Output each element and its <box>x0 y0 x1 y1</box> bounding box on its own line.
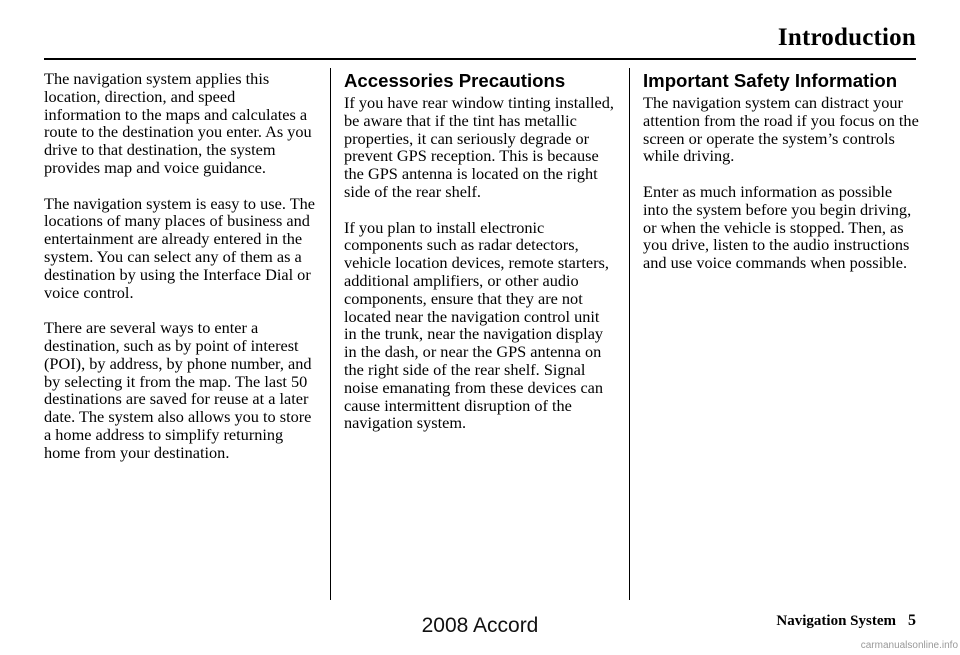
section-heading-safety: Important Safety Information <box>643 70 898 91</box>
paragraph: The navigation system is easy to use. The locations of many places of business and entertainment are already entered in the system. You can select any of them as a destination by using the Interface Dial or voice control. <box>44 193 316 302</box>
section-heading-accessories: Accessories Precautions <box>344 70 566 91</box>
paragraph: The navigation system applies this location, direction, and speed information to the maps and calculates a route to the destination you enter. As you drive to that destination, the system provides map and voice guidance. <box>44 69 312 177</box>
model-label: 2008 Accord <box>421 614 539 637</box>
accessories-column <box>344 70 616 450</box>
safety-column <box>643 70 919 290</box>
footer-section-title: Navigation System <box>776 613 896 629</box>
page-title: Introduction <box>777 24 916 51</box>
intro-column <box>44 70 316 479</box>
paragraph: If you plan to install electronic components such as radar detectors, vehicle location devices, remote starters, additional amplifiers, or other audio components, ensure that they are not located near the navigation control unit in the trunk, near the navigation display in the dash, or near the GPS antenna on the right side of the rear shelf. Signal noise emanating from these devices can cause intermittent disruption of the navigation system. <box>344 217 609 433</box>
column-divider <box>629 68 630 600</box>
paragraph: If you have rear window tinting installed, be aware that if the tint has metallic properties, it can seriously degrade or prevent GPS reception. This is because the GPS antenna is located on the right side of the rear shelf. <box>344 93 614 201</box>
paragraph: Enter as much information as possible into the system before you begin driving, or when the vehicle is stopped. Then, as you drive, listen to the audio instructions and use voice commands when possible. <box>643 181 912 273</box>
page-number: 5 <box>908 612 916 629</box>
header-rule <box>44 58 916 60</box>
paragraph: There are several ways to enter a destination, such as by point of interest (POI), by address, by phone number, and by selecting it from the map. The last 50 destinations are saved for reuse at a later date. The system also allows you to store a home address to simplify returning home from your destination. <box>44 318 312 462</box>
watermark: carmanualsonline.info <box>860 640 958 651</box>
paragraph: The navigation system can distract your attention from the road if you focus on the screen or operate the system’s controls while driving. <box>643 93 919 166</box>
column-divider <box>330 68 331 600</box>
